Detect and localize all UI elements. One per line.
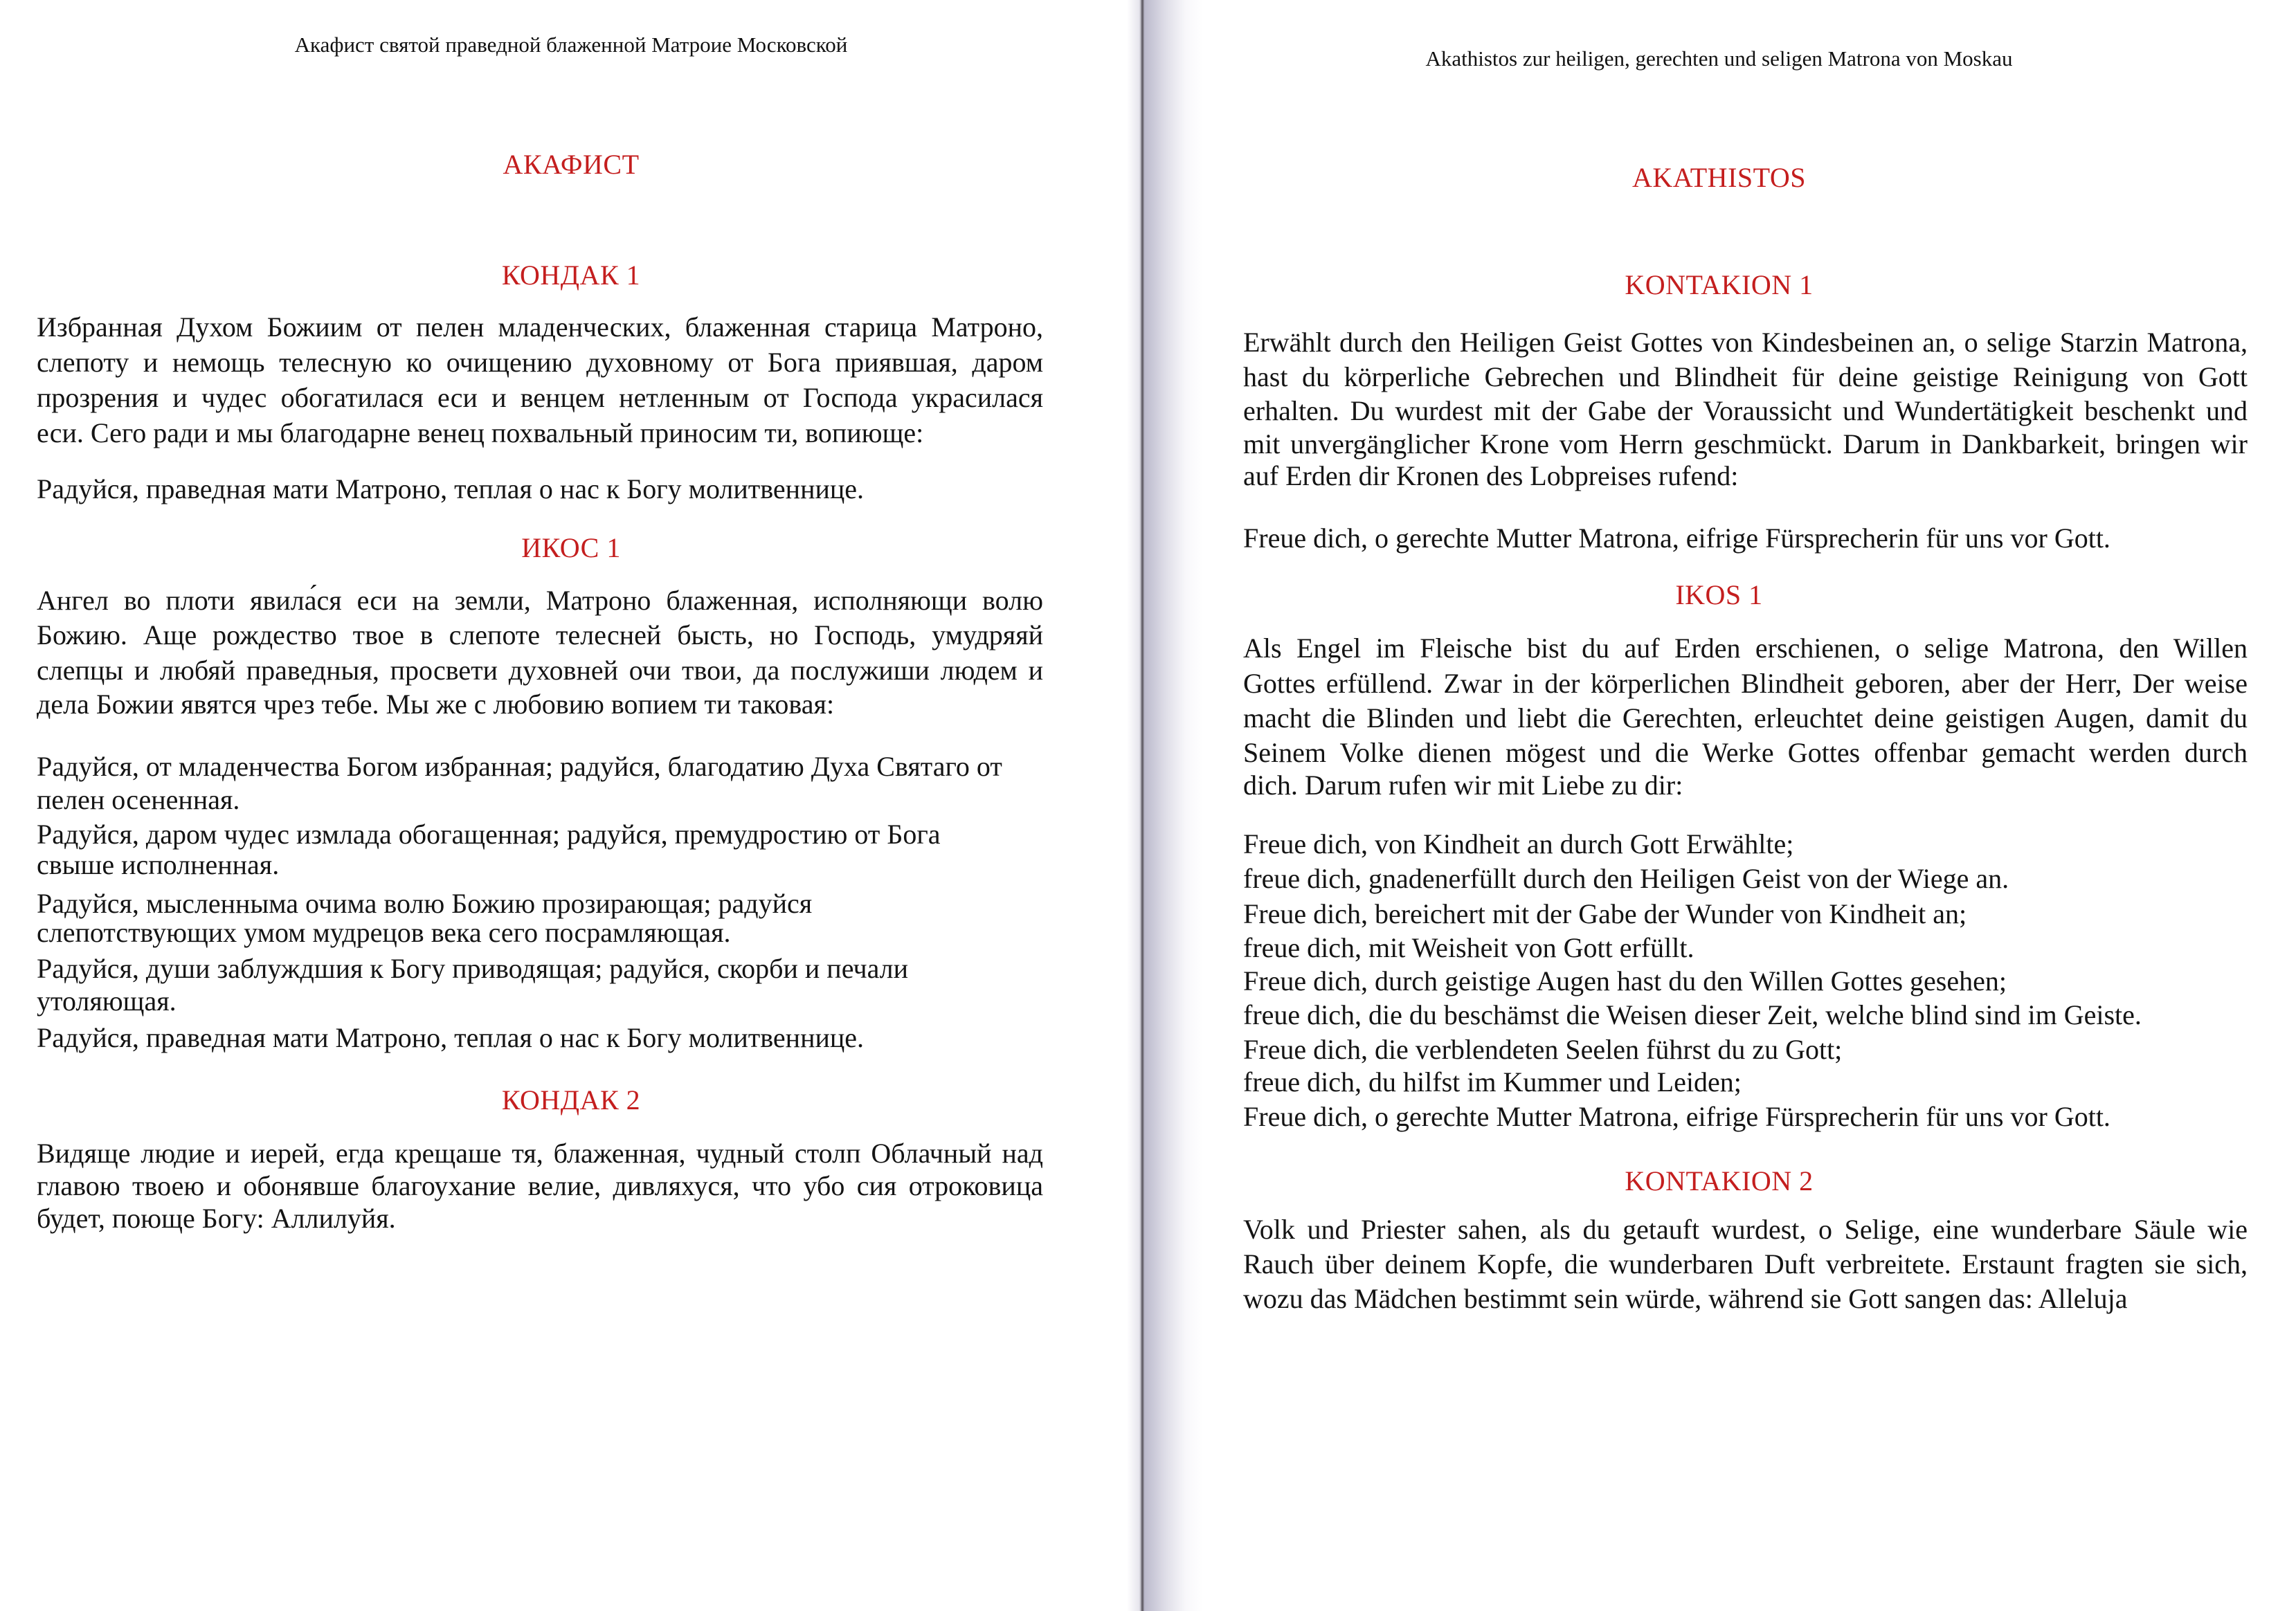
section-heading-ikos-1: IKOS 1	[1675, 579, 1763, 610]
text-line: erhalten. Du wurdest mit der Gabe der Voraussicht und Wundertätigkeit beschenkt und	[1243, 395, 2248, 426]
text-line: Freue dich, o gerechte Mutter Matrona, eifrige Fürsprecherin für uns vor Gott.	[1243, 1101, 2110, 1132]
text-line: Ангел во плоти явила́ся еси на земли, Матроно блаженная, исполняющи волю	[37, 585, 1043, 616]
text-line: Erwählt durch den Heiligen Geist Gottes von Kindesbeinen an, o selige Starzin Matrona,	[1243, 327, 2248, 358]
text-line: Радуйся, даром чудес измлада обогащенная; радуйся, премудростию от Бога	[37, 819, 941, 850]
text-line: Rauch über deinem Kopfe, die wunderbaren Duft verbreitete. Erstaunt fragten sie sich,	[1243, 1248, 2248, 1280]
page-title: АКАФИСТ	[503, 149, 640, 180]
right-page-german	[1142, 0, 2296, 1611]
text-line: Volk und Priester sahen, als du getauft wurdest, o Selige, eine wunderbare Säule wie	[1243, 1214, 2248, 1245]
book-spine-fold	[1141, 0, 1144, 1611]
text-line: Радуйся, мысленныма очима волю Божию прозирающая; радуйся	[37, 888, 813, 919]
section-heading-kondak-2: КОНДАК 2	[501, 1084, 641, 1116]
text-line: слепоту и немощь телесную ко очищению духовному от Бога приявшая, даром	[37, 347, 1043, 378]
text-line: Gottes erfüllend. Zwar in der körperlichen Blindheit geboren, aber der Herr, Der weise	[1243, 668, 2248, 699]
text-line: freue dich, gnadenerfüllt durch den Heiligen Geist von der Wiege an.	[1243, 863, 2009, 894]
text-line: прозрения и чудес обогатилася еси и венцем нетленным от Господа украсилася	[37, 382, 1043, 413]
text-line: главою твоею и обонявше благоухание велие, дивляхуся, что убо сия отроковица	[37, 1170, 1043, 1201]
text-line: слепцы и любяй праведныя, просвети духовней очи твои, да послужиши людем и	[37, 655, 1043, 686]
section-heading-kontakion-2: KONTAKION 2	[1625, 1165, 1814, 1196]
text-line: Видяще людие и иерей, егда крещаше тя, блаженная, чудный столп Облачный над	[37, 1138, 1043, 1169]
section-heading-kontakion-1: KONTAKION 1	[1625, 269, 1814, 300]
text-line: Радуйся, от младенчества Богом избранная; радуйся, благодатию Духа Святаго от	[37, 751, 1002, 782]
running-head: Акафист святой праведной блаженной Матроие Московской	[294, 33, 848, 57]
text-line: Радуйся, праведная мати Матроно, теплая о нас к Богу молитвеннице.	[37, 1022, 865, 1053]
text-line: свыше исполненная.	[37, 849, 280, 880]
text-line: Seinem Volke dienen mögest und die Werke Gottes offenbar gemacht werden durch	[1243, 737, 2248, 768]
text-line: freue dich, du hilfst im Kummer und Leiden;	[1243, 1066, 1742, 1098]
text-line: macht die Blinden und liebt die Gerechten, erleuchtet deine geistigen Augen, damit du	[1243, 702, 2248, 734]
text-line: Избранная Духом Божиим от пелен младенческих, блаженная старица Матроно,	[37, 311, 1043, 343]
text-line: freue dich, mit Weisheit von Gott erfüllt.	[1243, 932, 1694, 963]
text-line: Божию. Аще рождество твое в слепоте телесней бысть, но Господь, умудряяй	[37, 619, 1043, 650]
section-heading-ikos-1: ИКОС 1	[521, 532, 621, 563]
text-line: Freue dich, o gerechte Mutter Matrona, eifrige Fürsprecherin für uns vor Gott.	[1243, 522, 2110, 554]
text-line: Freue dich, bereichert mit der Gabe der Wunder von Kindheit an;	[1243, 898, 1967, 929]
text-line: Радуйся, праведная мати Матроно, теплая о нас к Богу молитвеннице.	[37, 473, 865, 504]
text-line: auf Erden dir Kronen des Lobpreises rufend:	[1243, 460, 1739, 491]
text-line: утоляющая.	[37, 985, 177, 1017]
page-title: AKATHISTOS	[1632, 162, 1806, 193]
running-head: Akathistos zur heiligen, gerechten und seligen Matrona von Moskau	[1425, 46, 2013, 71]
text-line: dich. Darum rufen wir mit Liebe zu dir:	[1243, 770, 1683, 801]
text-line: hast du körperliche Gebrechen und Blindheit für deine geistige Reinigung von Gott	[1243, 361, 2248, 392]
text-line: mit unvergänglicher Krone vom Herrn geschmückt. Darum in Dankbarkeit, bringen wir	[1243, 428, 2248, 459]
text-line: слепотствующих умом мудрецов века сего посрамляющая.	[37, 917, 731, 948]
text-line: дела Божии явятся чрез тебе. Мы же с любовию вопием ти таковая:	[37, 689, 835, 720]
text-line: Freue dich, von Kindheit an durch Gott Erwählte;	[1243, 828, 1794, 859]
text-line: Радуйся, души заблуждшия к Богу приводящая; радуйся, скорби и печали	[37, 953, 909, 984]
text-line: Freue dich, durch geistige Augen hast du den Willen Gottes gesehen;	[1243, 965, 2007, 996]
text-line: пелен осененная.	[37, 784, 240, 815]
text-line: будет, поюще Богу: Аллилуйя.	[37, 1203, 396, 1234]
text-line: Als Engel im Fleische bist du auf Erden erschienen, o selige Matrona, den Willen	[1243, 632, 2248, 664]
left-page-russian	[0, 0, 1142, 1611]
text-line: freue dich, die du beschämst die Weisen dieser Zeit, welche blind sind im Geiste.	[1243, 999, 2142, 1030]
text-line: Freue dich, die verblendeten Seelen führst du zu Gott;	[1243, 1034, 1843, 1065]
text-line: еси. Сего ради и мы благодарне венец похвальный приносим ти, вопиюще:	[37, 417, 924, 448]
text-line: wozu das Mädchen bestimmt sein würde, während sie Gott sangen das: Alleluja	[1243, 1283, 2128, 1314]
section-heading-kondak-1: КОНДАК 1	[501, 260, 641, 291]
